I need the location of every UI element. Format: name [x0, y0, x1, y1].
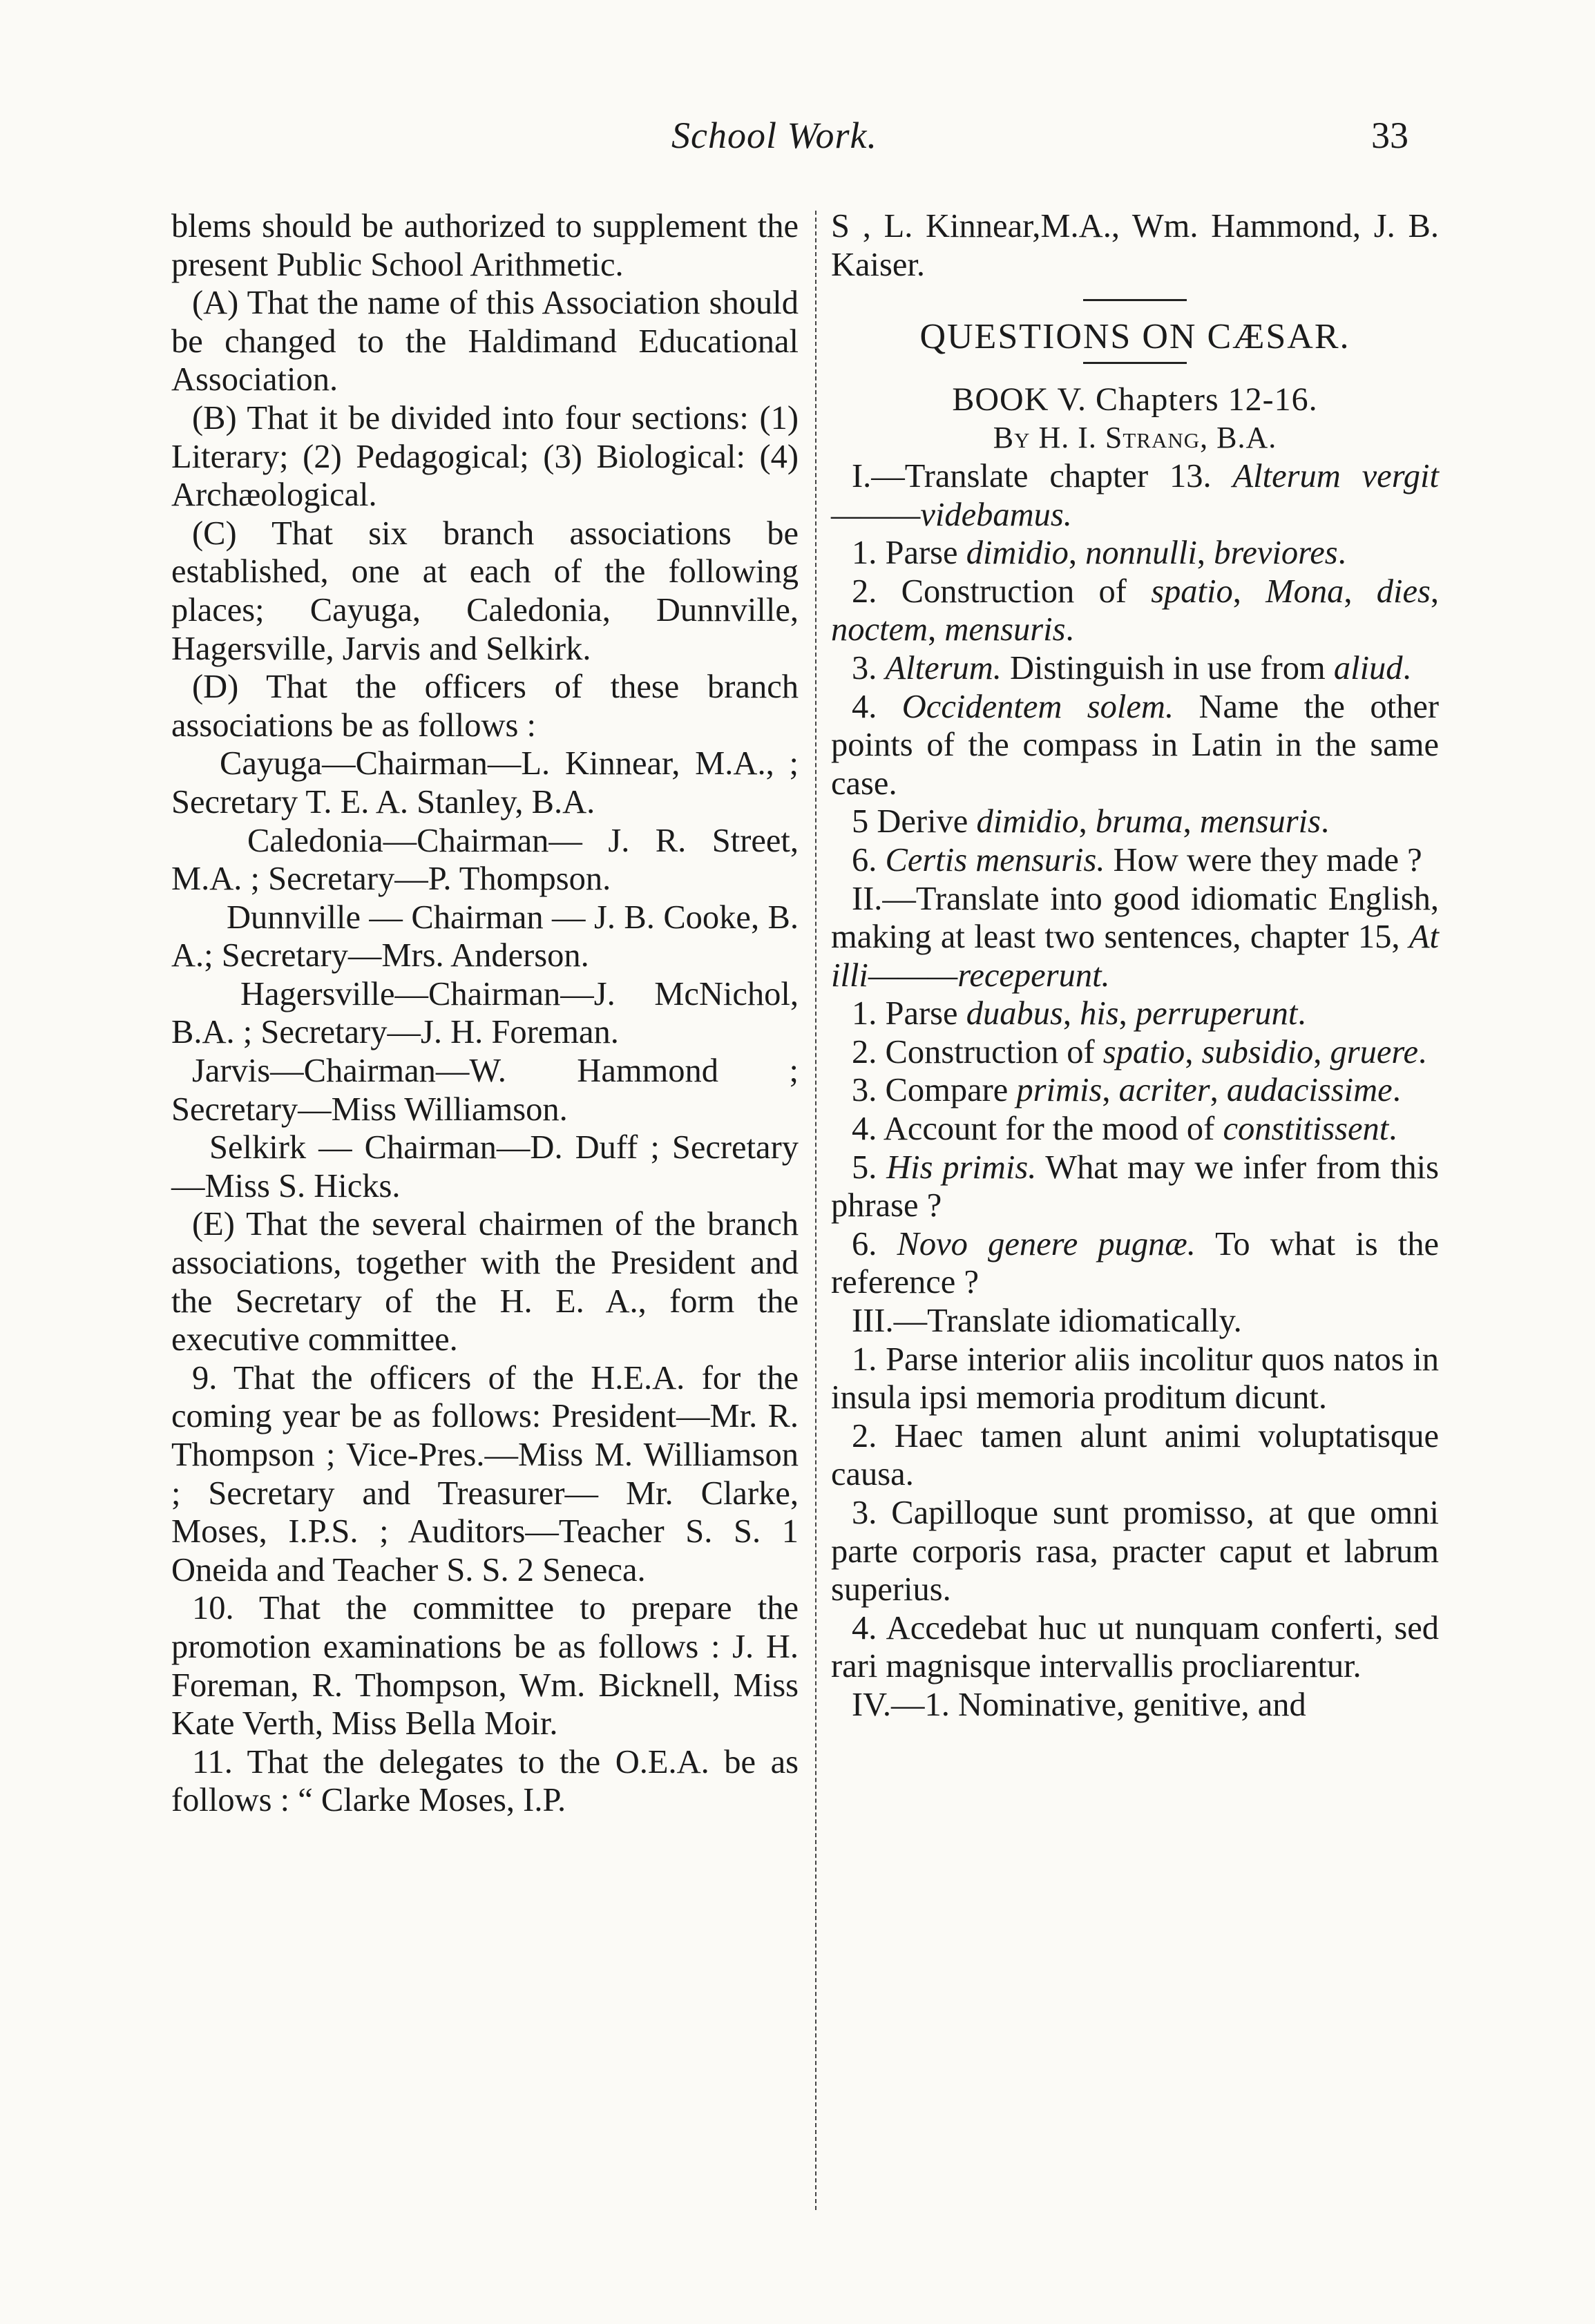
question-item: I.—Translate chapter 13. Alterum vergit———videbamus.: [831, 457, 1439, 533]
section-heading: QUESTIONS ON CÆSAR.: [919, 317, 1350, 357]
paragraph: (D) That the officers of these branch associations be as follows :: [171, 669, 799, 744]
question-item: 3. Compare primis, acriter, audacissime.: [852, 1072, 1401, 1109]
question-item: II.—Translate into good idiomatic English, making at least two sentences, chapter 15, At illi———receperunt.: [831, 880, 1439, 994]
paragraph: 9. That the officers of the H.E.A. for the coming year be as follows: President—Mr. R. Thompson ; Vice-Pres.—Miss M. Williamson ; Secretary and Treasurer— Mr. Clarke, Moses, I.P.S. ; Auditors—Teacher S. S. 1 Oneida and Teacher S. S. 2 Seneca.: [171, 1359, 799, 1588]
page-header: [0, 114, 1595, 176]
question-item: 6. Certis mensuris. How were they made ?: [852, 841, 1422, 878]
paragraph: Hagersville—Chairman—J. McNichol, B.A. ; Secretary—J. H. Foreman.: [171, 975, 799, 1051]
section-rule: [1083, 299, 1187, 301]
paragraph: Selkirk — Chairman—D. Duff ; Secretary—Miss S. Hicks.: [171, 1129, 799, 1204]
question-item: 6. Novo genere pugnæ. To what is the reference ?: [831, 1225, 1439, 1301]
left-column: [171, 207, 799, 1820]
paragraph: 11. That the delegates to the O.E.A. be as follows : “ Clarke Moses, I.P.: [171, 1743, 799, 1819]
question-item: 5. His primis. What may we infer from this phrase ?: [831, 1149, 1440, 1225]
question-item: 1. Parse interior aliis incolitur quos natos in insula ipsi memoria proditum dicunt.: [831, 1341, 1439, 1417]
paragraph: Caledonia—Chairman— J. R. Street, M.A. ; Secretary—P. Thompson.: [171, 822, 799, 898]
question-item: 4. Occidentem solem. Name the other points of the compass in Latin in the same case.: [831, 688, 1439, 802]
question-item: IV.—1. Nominative, genitive, and: [852, 1686, 1306, 1723]
book-line: BOOK V. Chapters 12-16.: [952, 381, 1318, 418]
question-item: 4. Account for the mood of constitissent.: [852, 1111, 1397, 1148]
column-divider: [815, 211, 816, 2210]
paragraph: 10. That the committee to prepare the promotion examinations be as follows : J. H. Foreman, R. Thompson, Wm. Bicknell, Miss Kate Verth, Miss Bella Moir.: [171, 1590, 799, 1742]
paragraph: Dunnville — Chairman — J. B. Cooke, B. A.; Secretary—Mrs. Anderson.: [171, 899, 799, 974]
question-item: III.—Translate idiomatically.: [852, 1303, 1242, 1340]
right-column: [831, 207, 1439, 1725]
question-item: 4. Accedebat huc ut nunquam conferti, sed rari magnisque intervallis procliarentur.: [831, 1609, 1439, 1685]
section-rule: [1083, 362, 1187, 364]
question-item: 2. Haec tamen alunt animi voluptatisque causa.: [831, 1417, 1439, 1493]
paragraph: (E) That the several chairmen of the branch associations, together with the President and the Secretary of the H. E. A., form the executive committee.: [171, 1206, 799, 1358]
question-list: [831, 457, 1439, 1725]
question-item: 3. Alterum. Distinguish in use from aliud.: [852, 649, 1411, 686]
paragraph: Cayuga—Chairman—L. Kinnear, M.A., ; Secretary T. E. A. Stanley, B.A.: [171, 745, 799, 820]
question-item: 2. Construction of spatio, Mona, dies, noctem, mensuris.: [831, 573, 1439, 649]
question-item: 2. Construction of spatio, subsidio, gruere.: [852, 1033, 1427, 1070]
paragraph: (A) That the name of this Association should be changed to the Haldimand Educational Association.: [171, 285, 799, 398]
page-number: 33: [1371, 115, 1408, 156]
paragraph: blems should be authorized to supplement the present Public School Arithmetic.: [171, 208, 799, 283]
question-item: 1. Parse duabus, his, perruperunt.: [852, 995, 1306, 1033]
question-item: 5 Derive dimidio, bruma, mensuris.: [852, 803, 1330, 841]
running-title: School Work.: [671, 115, 877, 156]
question-item: 1. Parse dimidio, nonnulli, breviores.: [852, 535, 1346, 572]
author-line: By H. I. Strang, B.A.: [993, 421, 1277, 455]
continuation-text: S , L. Kinnear,M.A., Wm. Hammond, J. B. Kaiser.: [831, 208, 1439, 283]
paragraph: Jarvis—Chairman—W. Hammond ; Secretary—Miss Williamson.: [171, 1053, 799, 1128]
question-item: 3. Capilloque sunt promisso, at que omni parte corporis rasa, practer caput et labrum superius.: [831, 1495, 1439, 1608]
paragraph: (C) That six branch associations be established, one at each of the following places; Cayuga, Caledonia, Dunnville, Hagersville, Jarvis and Selkirk.: [171, 515, 799, 667]
paragraph: (B) That it be divided into four sections: (1) Literary; (2) Pedagogical; (3) Biological: (4) Archæological.: [171, 399, 799, 514]
